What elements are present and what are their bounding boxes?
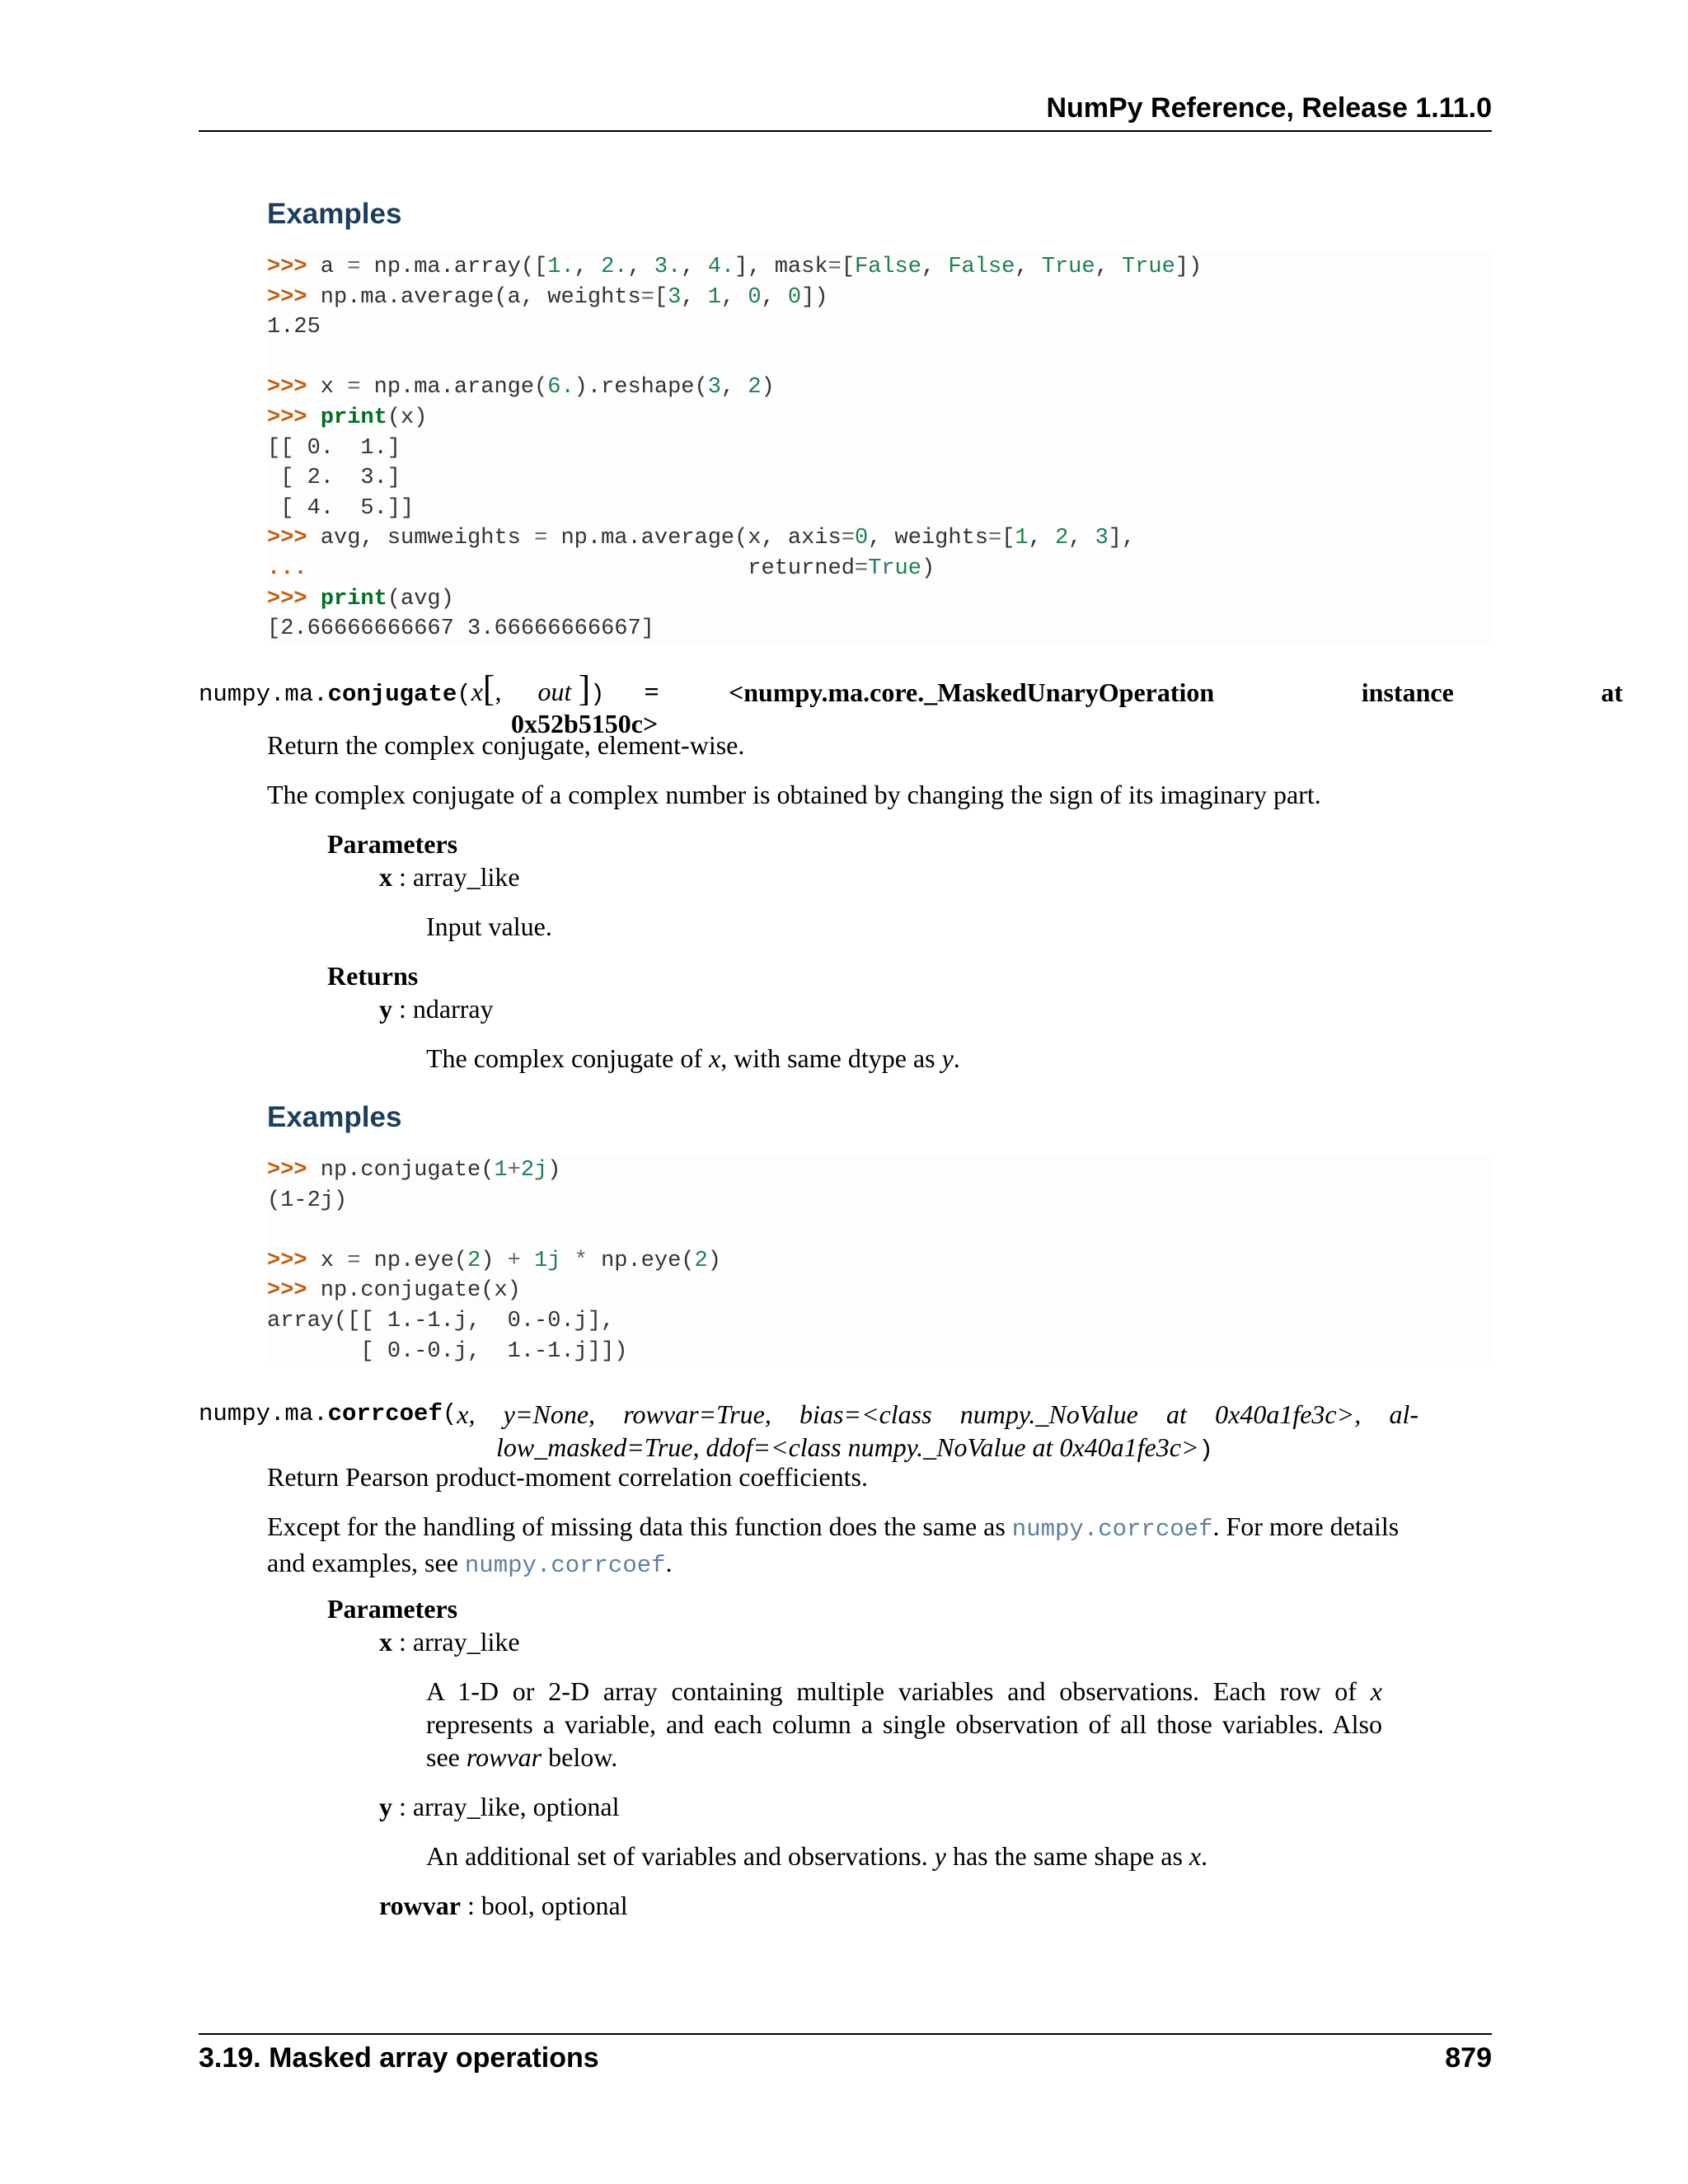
param-y-corrcoef-desc: An additional set of variables and observations. y has the same shape as x.: [426, 1841, 1208, 1871]
paren-close: ): [1198, 1436, 1213, 1464]
function-name: corrcoef: [327, 1400, 443, 1427]
params-heading-conjugate: Parameters: [327, 829, 458, 859]
code-line: >>> print(avg): [267, 586, 454, 612]
conjugate-description: The complex conjugate of a complex number is obtained by changing the sign of its imaginary part.: [267, 780, 1321, 809]
param-x-corrcoef-desc: A 1-D or 2-D array containing multiple variables and observations. Each row of x represents a variable, and each column a single observation of all those variables. Also see rowvar below.: [426, 1676, 1382, 1772]
examples-heading-conjugate: Examples: [267, 1101, 402, 1133]
arg-out: out: [537, 677, 572, 706]
signature-corrcoef: [199, 1398, 1492, 1467]
return-name: y: [379, 994, 392, 1024]
code-line: [ 2. 3.]: [267, 466, 401, 491]
running-header: NumPy Reference, Release 1.11.0: [1046, 92, 1492, 124]
code-line: >>> x = np.ma.arange(6.).reshape(3, 2): [267, 375, 775, 401]
code-line: (1-2j): [267, 1188, 348, 1213]
code-line: >>> x = np.eye(2) + 1j * np.eye(2): [267, 1248, 721, 1273]
comma: ,: [495, 677, 509, 706]
module-prefix: numpy.ma.: [199, 1400, 328, 1427]
code-block-conjugate: [267, 1155, 1492, 1366]
corrcoef-description: Except for the handling of missing data this function does the same as numpy.corrcoef. For more details and examples, see numpy.corrcoef.: [267, 1511, 1400, 1579]
paren-close: ): [590, 681, 605, 708]
signature-args-line2: low_masked=True, ddof=<class numpy._NoValue at 0x40a1fe3c>: [496, 1432, 1199, 1462]
value-part-3: at: [1601, 677, 1623, 707]
signature-line-1: [199, 1398, 1418, 1431]
default-value: [729, 676, 1623, 709]
paren-open: (: [457, 681, 471, 708]
conjugate-summary: Return the complex conjugate, element-wise.: [267, 730, 745, 760]
param-name: x: [379, 862, 392, 892]
code-line: [267, 343, 1492, 373]
return-type: : ndarray: [392, 994, 494, 1024]
paren-open: (: [442, 1400, 457, 1427]
page-number: 879: [1445, 2042, 1492, 2074]
corrcoef-summary: Return Pearson product-moment correlation coefficients.: [267, 1462, 868, 1492]
bracket-open: [: [482, 668, 495, 709]
return-desc: The complex conjugate of x, with same dtype as y.: [426, 1043, 960, 1073]
signature-args-line1: x, y=None, rowvar=True, bias=<class numpy._NoValue at 0x40a1fe3c>, al-: [457, 1399, 1418, 1429]
value-part-2: instance: [1361, 677, 1454, 707]
footer-rule: [199, 2033, 1492, 2035]
code-line: >>> print(x): [267, 405, 428, 430]
code-block-average: [267, 252, 1492, 644]
numpy-corrcoef-link-2[interactable]: numpy.corrcoef: [464, 1552, 666, 1579]
bracket-close: ]: [578, 668, 591, 709]
code-line: [ 0.-0.j, 1.-1.j]]): [267, 1338, 628, 1364]
param-x-corrcoef: x : array_like: [379, 1627, 520, 1657]
assign-sign: =: [644, 677, 659, 706]
signature-conjugate: [199, 668, 1623, 711]
param-rowvar-corrcoef: rowvar : bool, optional: [379, 1891, 628, 1920]
value-part-1: <numpy.ma.core._MaskedUnaryOperation: [729, 677, 1215, 707]
header-rule: [199, 130, 1492, 132]
code-line: >>> np.ma.average(a, weights=[3, 1, 0, 0]): [267, 284, 828, 310]
return-y-conjugate: [379, 992, 494, 1025]
default-value-continued: 0x52b5150c>: [511, 709, 659, 738]
param-x-conjugate: [379, 860, 520, 893]
examples-heading-average: Examples: [267, 198, 402, 230]
code-line: [ 4. 5.]]: [267, 495, 415, 521]
param-x-desc: Input value.: [426, 912, 552, 941]
code-line: >>> np.conjugate(1+2j): [267, 1158, 561, 1183]
code-line: array([[ 1.-1.j, 0.-0.j],: [267, 1308, 615, 1333]
code-line: [2.66666666667 3.66666666667]: [267, 616, 654, 642]
function-name: conjugate: [327, 681, 457, 708]
code-line: [[ 0. 1.]: [267, 435, 401, 461]
code-line: 1.25: [267, 315, 321, 340]
numpy-corrcoef-link[interactable]: numpy.corrcoef: [1011, 1516, 1213, 1543]
returns-heading-conjugate: Returns: [327, 961, 419, 991]
param-y-corrcoef: y : array_like, optional: [379, 1792, 620, 1821]
code-line: [267, 1216, 1492, 1246]
arg-x: x: [471, 677, 483, 706]
footer-section-title: 3.19. Masked array operations: [199, 2042, 599, 2074]
code-line: >>> avg, sumweights = np.ma.average(x, axis=0, weights=[1, 2, 3],: [267, 526, 1136, 551]
code-line: >>> a = np.ma.array([1., 2., 3., 4.], mask=[False, False, True, True]): [267, 255, 1203, 279]
module-prefix: numpy.ma.: [199, 681, 328, 708]
code-line: >>> np.conjugate(x): [267, 1278, 521, 1304]
params-heading-corrcoef: Parameters: [327, 1594, 458, 1624]
param-type: : array_like: [392, 862, 520, 892]
code-line: ... returned=True): [267, 555, 935, 581]
